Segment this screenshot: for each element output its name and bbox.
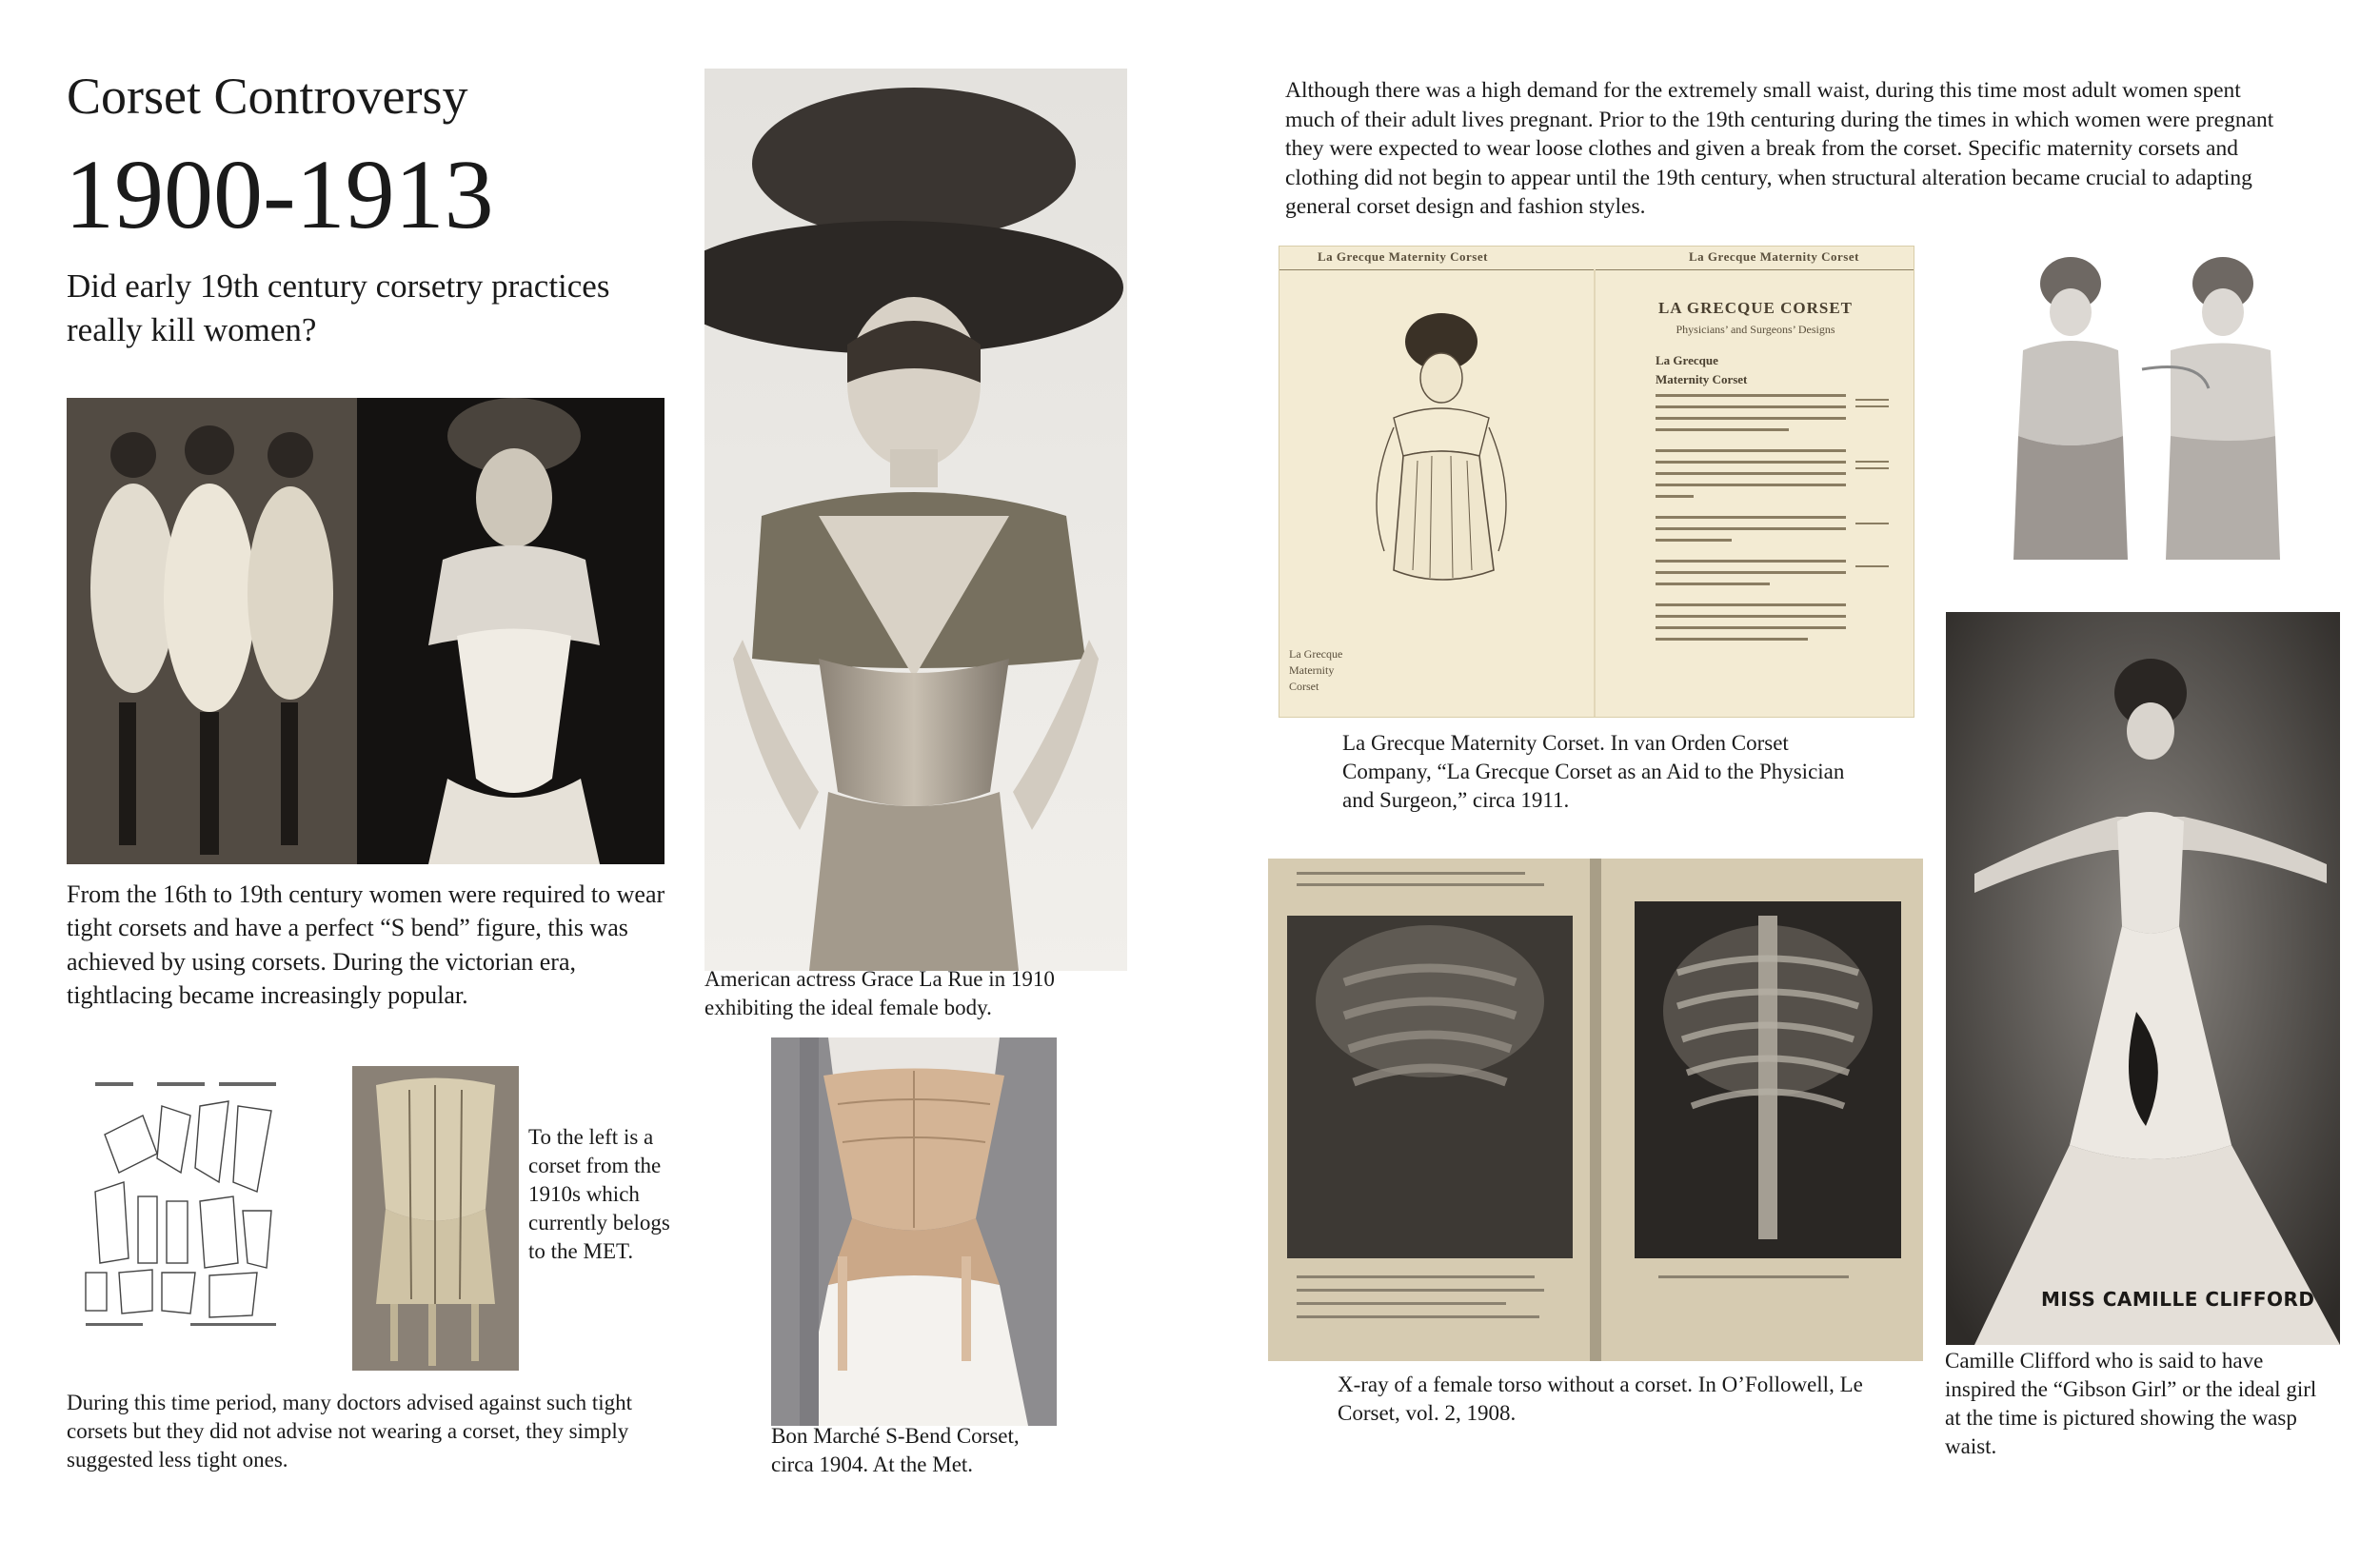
catalog-figure-label: La Grecque Maternity Corset xyxy=(1289,647,1343,693)
maternity-corset-illustration xyxy=(1980,246,2294,569)
pregnancy-paragraph: Although there was a high demand for the extremely small waist, during this time most adult women spent much of their adult lives pregnant. Prior to the 19th centuring during the times in which women were pregnant they were expected to wear loose clothes and given a break from the corset. Specific maternity corsets and clothing did not begin to appear until the 19th century, when structural alteration became crucial to adapting general corset design and fashion styles. xyxy=(1285,78,2274,220)
grace-la-rue-photo xyxy=(704,69,1127,971)
doctors-paragraph: During this time period, many doctors advised against such tight corsets but they did not advise not wearing a corset, they simply suggested less tight ones. xyxy=(67,1391,633,1472)
grace-la-rue-caption: American actress Grace La Rue in 1910 exhibiting the ideal female body. xyxy=(704,967,1055,1019)
guiding-question: Did early 19th century corsetry practices really kill women? xyxy=(67,267,610,348)
xray-book-image xyxy=(1268,859,1923,1361)
intro-paragraph: From the 16th to 19th century women were required to wear tight corsets and have a perfect “S bend” figure, this was achieved by using corsets. During the victorian era, tightlacing became increasingly popular. xyxy=(67,880,665,1010)
corset-women-photo xyxy=(67,398,664,864)
catalog-header-left: La Grecque Maternity Corset xyxy=(1318,249,1488,264)
clifford-photo-signature: MISS CAMILLE CLIFFORD xyxy=(2041,1288,2315,1311)
catalog-subtitle: Physicians’ and Surgeons’ Designs xyxy=(1676,323,1835,336)
xray-caption: X-ray of a female torso without a corset. In O’Followell, Le Corset, vol. 2, 1908. xyxy=(1338,1373,1863,1425)
clifford-caption: Camille Clifford who is said to have inspired the “Gibson Girl” or the ideal girl at the time is pictured showing the wasp waist. xyxy=(1945,1349,2317,1458)
page-title: Corset Controversy xyxy=(67,68,468,125)
bon-marche-corset-photo xyxy=(771,1037,1057,1426)
bon-marche-caption: Bon Marché S-Bend Corset, circa 1904. At the Met. xyxy=(771,1424,1020,1476)
la-grecque-caption: La Grecque Maternity Corset. In van Orden Corset Company, “La Grecque Corset as an Aid to the Physician and Surgeon,” circa 1911. xyxy=(1342,731,1845,812)
met-corset-photo xyxy=(352,1066,519,1371)
corset-patent-drawing xyxy=(67,1068,305,1344)
met-corset-note: To the left is a corset from the 1910s which currently belogs to the MET. xyxy=(528,1125,670,1263)
date-range-heading: 1900-1913 xyxy=(65,140,494,249)
catalog-header-right: La Grecque Maternity Corset xyxy=(1689,249,1859,264)
la-grecque-catalog-image xyxy=(1279,246,1914,718)
catalog-brand: LA GRECQUE CORSET xyxy=(1657,299,1854,317)
catalog-heading: La Grecque Maternity Corset xyxy=(1656,353,1748,386)
camille-clifford-photo xyxy=(1946,612,2340,1345)
